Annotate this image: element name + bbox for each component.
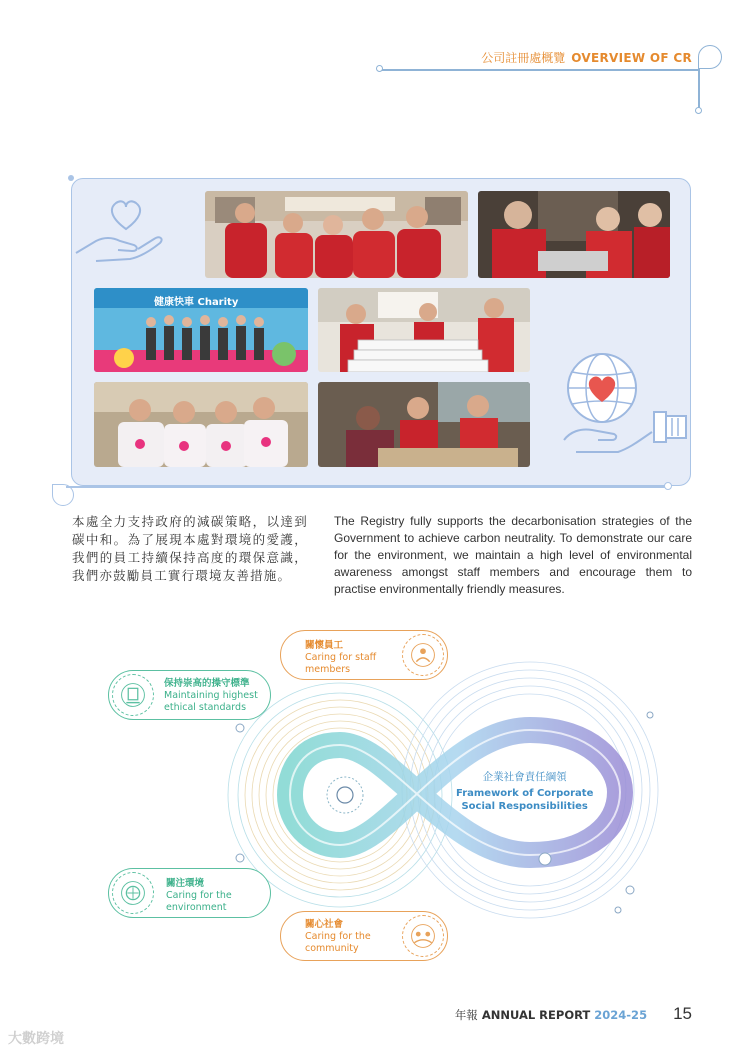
pill-community-en-2: community (305, 943, 359, 954)
photo-banner-text: 健康快車 Charity (154, 297, 239, 308)
page-number: 15 (673, 1004, 692, 1023)
pill-staff-en-1: Caring for staff (305, 652, 377, 663)
globe-heart-icon (560, 348, 692, 464)
body-text-zh: 本處全力支持政府的減碳策略，以達到碳中和。為了展現本處對環境的愛護，我們的員工持續保持高度的環保意識，我們亦鼓勵員工實行環境友善措施。 (72, 514, 308, 583)
pill-ethical-zh: 保持崇高的操守標準 (164, 678, 250, 689)
header-divider-dot (376, 65, 383, 72)
panel-corner-dot (68, 175, 74, 181)
people-care-icon (402, 634, 444, 676)
pill-caring-community (280, 911, 448, 961)
pill-community-en-1: Caring for the (305, 931, 371, 942)
pill-environment-en-2: environment (166, 902, 227, 913)
header-divider (380, 69, 698, 71)
photo-packing-food (478, 191, 670, 278)
pill-environment-en-1: Caring for the (166, 890, 232, 901)
body-text-en: The Registry fully supports the decarbonisation strategies of the Government to achieve carbon neutrality. To demonstrate our care for the environment, we maintain a high level of environmental awareness amongst staff members and encourage them to practise environmentally friendly measures. (334, 514, 692, 596)
pill-caring-environment (108, 868, 271, 918)
header-vertical-dot (695, 107, 702, 114)
pill-ethical-en-2: ethical standards (164, 702, 247, 713)
page-section-title (481, 49, 692, 66)
panel-bottom-line (66, 486, 668, 488)
framework-title-en-2: Social Responsibilities (461, 801, 588, 812)
photo-serving-food (318, 382, 530, 467)
pill-staff-zh: 關懷員工 (305, 640, 344, 651)
footer-annual-report-zh: 年報 (454, 1008, 478, 1022)
section-title-en: OVERVIEW OF CR (571, 51, 692, 65)
header-drop-shape (698, 45, 722, 69)
panel-drop-shape (52, 484, 74, 506)
framework-title-en-1: Framework of Corporate (456, 788, 594, 799)
globe-leaf-icon (112, 872, 154, 914)
watermark-logo: 大數跨境 (8, 1031, 64, 1047)
pill-staff-en-2: members (305, 664, 351, 675)
pill-environment-zh: 關注環境 (166, 878, 205, 889)
community-icon (402, 915, 444, 957)
pill-community-zh: 關心社會 (305, 919, 344, 930)
photo-health-event (94, 288, 308, 372)
header-vertical-line (698, 69, 700, 109)
pill-ethical-en-1: Maintaining highest (164, 690, 258, 701)
footer-year: 2024-25 (594, 1008, 648, 1022)
pill-caring-staff (280, 630, 448, 680)
section-title-zh: 公司註冊處概覽 (481, 51, 566, 65)
framework-center-label (456, 771, 593, 813)
framework-title-zh: 企業社會責任綱領 (482, 771, 567, 783)
photo-food-packs-table (318, 288, 530, 372)
footer-annual-report-en: ANNUAL REPORT (481, 1008, 591, 1022)
heart-hand-icon (74, 195, 166, 275)
photo-group-red-vests (205, 191, 468, 278)
pill-ethical-standards (108, 670, 271, 720)
infinity-framework-diagram (200, 640, 670, 930)
photo-white-tshirts (94, 382, 308, 467)
integrity-icon (112, 674, 154, 716)
page-footer (455, 1004, 692, 1024)
panel-line-dot (664, 482, 672, 490)
